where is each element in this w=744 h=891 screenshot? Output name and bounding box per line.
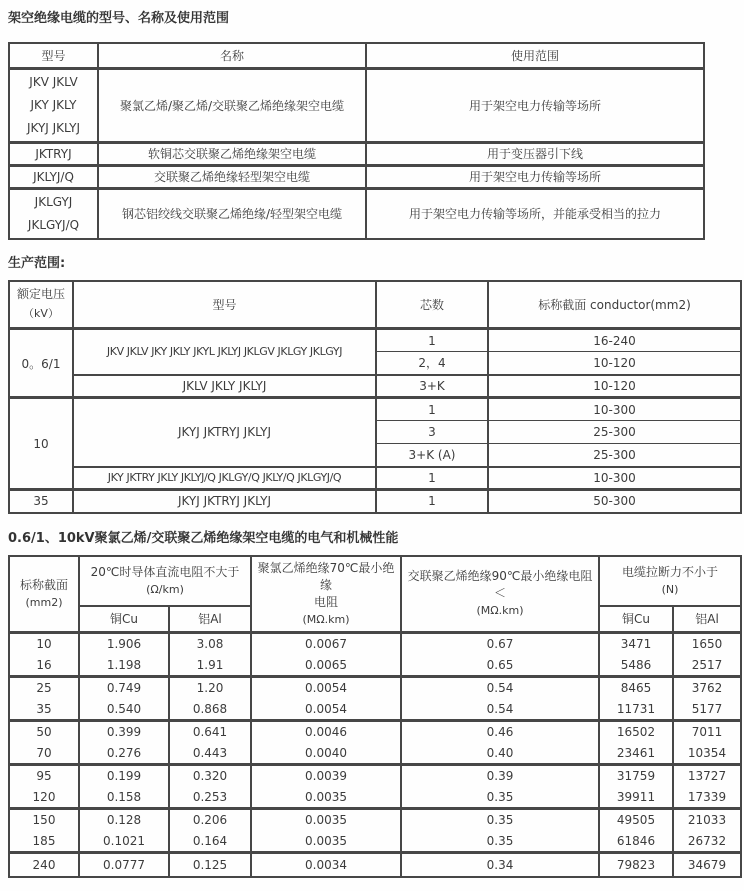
cell-pvc: 0.0035 [251, 787, 401, 809]
cell-pull-al: 26732 [673, 831, 741, 853]
cell-pvc: 0.0039 [251, 765, 401, 787]
cell-dc-al: 0.868 [169, 699, 251, 721]
t3-header-section [9, 556, 79, 633]
header-line: 额定电压 [16, 287, 65, 302]
table-row [9, 398, 741, 421]
cell-pvc: 0.0054 [251, 699, 401, 721]
cell-dc-al: 0.164 [169, 831, 251, 853]
section1-title: 架空绝缘电缆的型号、名称及使用范围 [8, 11, 230, 26]
table-row [9, 699, 741, 721]
cell-scope: 用于架空电力传输等场所 [366, 165, 704, 188]
cell-model: JKLYJ/Q [9, 165, 98, 188]
model-line: JKYJ JKLYJ [26, 120, 81, 135]
cell-section: 10-300 [488, 398, 741, 421]
cell-section: 25-300 [488, 421, 741, 444]
cell-cores: 1 [376, 398, 488, 421]
section3-title: 0.6/1、10kV聚氯乙烯/交联聚乙烯绝缘架空电缆的电气和机械性能 [8, 530, 399, 546]
t3-subheader-aluminum: 铝Al [169, 606, 251, 633]
cell-section: 10-120 [488, 375, 741, 398]
table-row [9, 721, 741, 743]
table-row [9, 787, 741, 809]
cell-section: 10-120 [488, 352, 741, 375]
table-row [9, 329, 741, 352]
table-row [9, 142, 704, 165]
cell-xlpe: 0.67 [401, 633, 599, 655]
cell-pull-cu: 3471 [599, 633, 673, 655]
cell-pull-cu: 39911 [599, 787, 673, 809]
cell-dc-al: 3.08 [169, 633, 251, 655]
model-line: JKLGYJ/Q [27, 217, 80, 232]
cell-name: 交联聚乙烯绝缘轻型架空电缆 [98, 165, 366, 188]
cell-pull-cu: 11731 [599, 699, 673, 721]
cell-pull-cu: 16502 [599, 721, 673, 743]
cell-scope: 用于架空电力传输等场所 [366, 68, 704, 142]
header-line: (N) [661, 582, 679, 596]
cell-section: 185 [9, 831, 79, 853]
cell-model [9, 188, 98, 239]
cell-dc-cu: 0.158 [79, 787, 169, 809]
cell-section: 10-300 [488, 467, 741, 490]
cell-pull-cu: 5486 [599, 655, 673, 677]
table-row [9, 490, 741, 513]
cell-section: 95 [9, 765, 79, 787]
t2-header-cores: 芯数 [376, 281, 488, 329]
cell-section: 16-240 [488, 329, 741, 352]
cell-pvc: 0.0034 [251, 853, 401, 877]
cell-name: 聚氯乙烯/聚乙烯/交联聚乙烯绝缘架空电缆 [98, 68, 366, 142]
cell-model [9, 68, 98, 142]
table-row [9, 467, 741, 490]
cable-model-name-scope-table [8, 42, 705, 240]
t2-header-model: 型号 [73, 281, 376, 329]
section2-title: 生产范围: [8, 255, 66, 271]
cell-pull-cu: 23461 [599, 743, 673, 765]
cell-cores: 3 [376, 421, 488, 444]
cell-section: 150 [9, 809, 79, 831]
cell-section: 16 [9, 655, 79, 677]
cell-pull-al: 13727 [673, 765, 741, 787]
cell-pull-al: 2517 [673, 655, 741, 677]
cell-cores: 3+K [376, 375, 488, 398]
cell-pull-al: 34679 [673, 853, 741, 877]
t3-header-pvc-insulation [251, 556, 401, 633]
table-row [9, 765, 741, 787]
cell-dc-cu: 0.0777 [79, 853, 169, 877]
cell-section: 10 [9, 633, 79, 655]
cell-section: 35 [9, 699, 79, 721]
header-line: 聚氯乙烯绝缘70℃最小绝缘 [257, 560, 395, 592]
cell-xlpe: 0.35 [401, 787, 599, 809]
cell-pvc: 0.0046 [251, 721, 401, 743]
cell-xlpe: 0.54 [401, 699, 599, 721]
cell-dc-cu: 0.128 [79, 809, 169, 831]
t1-header-model: 型号 [9, 43, 98, 68]
cell-pvc: 0.0040 [251, 743, 401, 765]
t1-header-name: 名称 [98, 43, 366, 68]
cell-scope: 用于架空电力传输等场所，并能承受相当的拉力 [366, 188, 704, 239]
header-line: 20℃时导体直流电阻不大于 [90, 564, 240, 579]
cell-section: 50-300 [488, 490, 741, 513]
cell-xlpe: 0.35 [401, 831, 599, 853]
header-line: （kV） [23, 307, 59, 321]
table-header-row [9, 556, 741, 606]
header-line: 电阻 [313, 594, 338, 609]
cell-cores: 2，4 [376, 352, 488, 375]
cell-section: 120 [9, 787, 79, 809]
cell-xlpe: 0.54 [401, 677, 599, 699]
cell-pull-cu: 31759 [599, 765, 673, 787]
cell-cores: 1 [376, 329, 488, 352]
cell-pull-cu: 61846 [599, 831, 673, 853]
header-line: (MΩ.km) [302, 612, 350, 626]
t3-header-xlpe-insulation [401, 556, 599, 633]
cell-dc-al: 0.641 [169, 721, 251, 743]
header-line: 交联聚乙烯绝缘90℃最小绝缘电阻＜ [407, 569, 593, 601]
cell-dc-al: 1.91 [169, 655, 251, 677]
cell-pull-al: 17339 [673, 787, 741, 809]
table-header-row [9, 281, 741, 329]
table-row [9, 165, 704, 188]
cell-voltage: 0。6/1 [9, 329, 73, 398]
cell-dc-cu: 1.198 [79, 655, 169, 677]
cell-cores: 1 [376, 467, 488, 490]
cell-pull-al: 21033 [673, 809, 741, 831]
cell-pvc: 0.0065 [251, 655, 401, 677]
t3-subheader-copper: 铜Cu [599, 606, 673, 633]
cell-pvc: 0.0035 [251, 809, 401, 831]
cell-name: 钢芯铝绞线交联聚乙烯绝缘/轻型架空电缆 [98, 188, 366, 239]
t2-header-section: 标称截面 conductor(mm2) [488, 281, 741, 329]
cell-dc-al: 0.125 [169, 853, 251, 877]
cell-scope: 用于变压器引下线 [366, 142, 704, 165]
table-row [9, 188, 704, 239]
table-row [9, 68, 704, 142]
cell-pull-al: 7011 [673, 721, 741, 743]
table-header-row [9, 43, 704, 68]
cell-model: JKV JKLV JKY JKLY JKYL JKLYJ JKLGV JKLGY JKLGYJ [73, 329, 376, 375]
electrical-mechanical-properties-table [8, 555, 742, 878]
cell-dc-cu: 0.540 [79, 699, 169, 721]
cell-xlpe: 0.39 [401, 765, 599, 787]
header-line: 电缆拉断力不小于 [622, 564, 719, 579]
cell-dc-cu: 1.906 [79, 633, 169, 655]
cell-pull-al: 3762 [673, 677, 741, 699]
table-row [9, 809, 741, 831]
cell-xlpe: 0.34 [401, 853, 599, 877]
cell-model: JKY JKTRY JKLY JKLYJ/Q JKLGY/Q JKLY/Q JKLGYJ/Q [73, 467, 376, 490]
t2-header-voltage [9, 281, 73, 329]
cell-dc-cu: 0.749 [79, 677, 169, 699]
t3-header-breaking-force [599, 556, 741, 606]
cell-model: JKTRYJ [9, 142, 98, 165]
cell-pull-cu: 79823 [599, 853, 673, 877]
table-row [9, 677, 741, 699]
cell-xlpe: 0.46 [401, 721, 599, 743]
cell-model: JKYJ JKTRYJ JKLYJ [73, 398, 376, 467]
model-line: JKY JKLY [30, 97, 77, 112]
table-row [9, 831, 741, 853]
t3-subheader-aluminum: 铝Al [673, 606, 741, 633]
cell-section: 70 [9, 743, 79, 765]
cell-xlpe: 0.35 [401, 809, 599, 831]
cell-voltage: 35 [9, 490, 73, 513]
table-row [9, 655, 741, 677]
cell-section: 25-300 [488, 444, 741, 467]
production-range-table [8, 280, 742, 514]
cell-pvc: 0.0067 [251, 633, 401, 655]
cell-pull-al: 1650 [673, 633, 741, 655]
cell-xlpe: 0.65 [401, 655, 599, 677]
cell-voltage: 10 [9, 398, 73, 490]
model-line: JKLGYJ [34, 194, 73, 209]
cell-dc-al: 0.206 [169, 809, 251, 831]
cell-cores: 3+K (A) [376, 444, 488, 467]
cell-model: JKLV JKLY JKLYJ [73, 375, 376, 398]
cell-pvc: 0.0054 [251, 677, 401, 699]
cell-dc-al: 1.20 [169, 677, 251, 699]
cell-dc-cu: 0.399 [79, 721, 169, 743]
cell-pvc: 0.0035 [251, 831, 401, 853]
cell-pull-al: 10354 [673, 743, 741, 765]
header-line: (mm2) [25, 595, 63, 609]
cell-dc-cu: 0.1021 [79, 831, 169, 853]
cell-model: JKYJ JKTRYJ JKLYJ [73, 490, 376, 513]
cell-dc-cu: 0.276 [79, 743, 169, 765]
table-row [9, 853, 741, 877]
cell-pull-cu: 49505 [599, 809, 673, 831]
t3-subheader-copper: 铜Cu [79, 606, 169, 633]
cell-section: 25 [9, 677, 79, 699]
cell-section: 240 [9, 853, 79, 877]
table-row [9, 743, 741, 765]
cell-pull-al: 5177 [673, 699, 741, 721]
t1-header-scope: 使用范围 [366, 43, 704, 68]
cell-section: 50 [9, 721, 79, 743]
t3-header-dc-resistance [79, 556, 251, 606]
model-line: JKV JKLV [29, 74, 78, 89]
cell-pull-cu: 8465 [599, 677, 673, 699]
header-line: 标称截面 [19, 577, 68, 592]
table-row [9, 375, 741, 398]
header-line: (Ω/km) [146, 582, 184, 596]
cell-name: 软铜芯交联聚乙烯绝缘架空电缆 [98, 142, 366, 165]
cell-dc-al: 0.443 [169, 743, 251, 765]
cell-cores: 1 [376, 490, 488, 513]
table-row [9, 633, 741, 655]
cell-dc-al: 0.320 [169, 765, 251, 787]
cell-dc-al: 0.253 [169, 787, 251, 809]
header-line: (MΩ.km) [476, 604, 524, 618]
cell-xlpe: 0.40 [401, 743, 599, 765]
cell-dc-cu: 0.199 [79, 765, 169, 787]
